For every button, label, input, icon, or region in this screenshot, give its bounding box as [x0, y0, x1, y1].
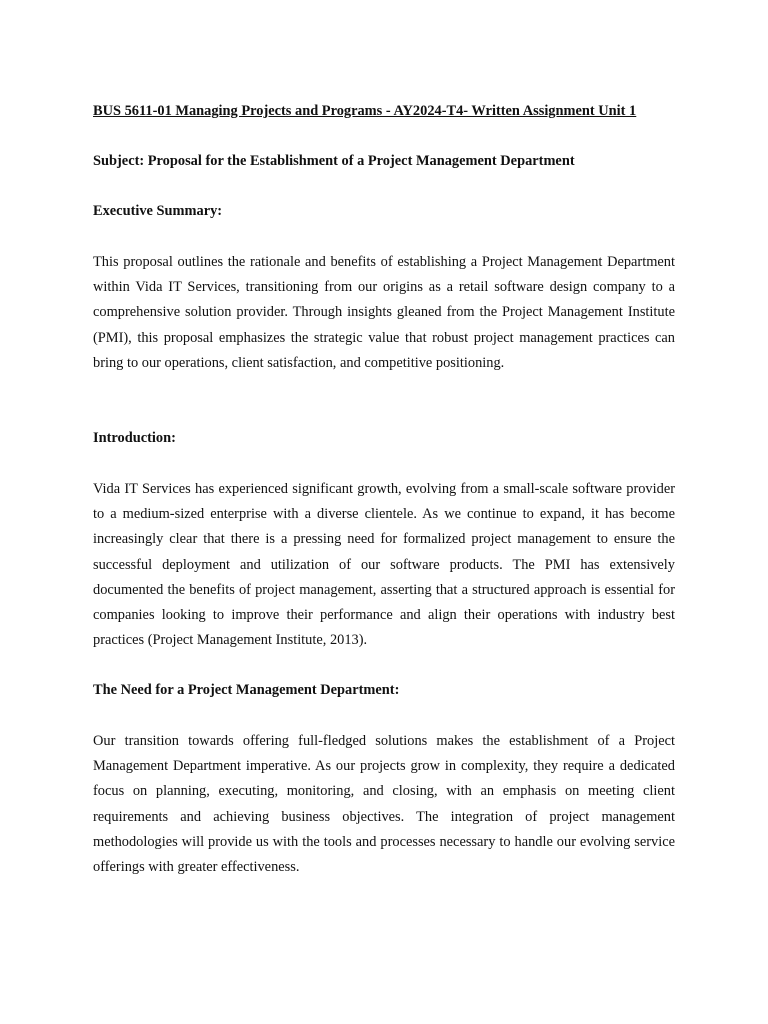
section-heading-need-for-department: The Need for a Project Management Department: [93, 682, 400, 698]
section-heading-executive-summary: Executive Summary: [93, 203, 223, 219]
section-heading-introduction: Introduction: [93, 430, 176, 446]
section-body-executive-summary: This proposal outlines the rationale and benefits of establishing a Project Management Department within Vida IT Services, transitioning from our origins as a retail software design company to a comprehensive solution provider. Through insights gleaned from the Project Management Institute (PMI), this proposal emphasizes the strategic value that robust project management practices can bring to our operations, client satisfaction, and competitive positioning. [93, 254, 675, 371]
course-title: BUS 5611-01 Managing Projects and Programs - AY2024-T4- Written Assignment Unit 1 [93, 103, 637, 119]
section-body-introduction: Vida IT Services has experienced significant growth, evolving from a small-scale software provider to a medium-sized enterprise with a diverse clientele. As we continue to expand, it has become increasingly clear that there is a pressing need for formalized project management to ensure the successful deployment and utilization of our software products. The PMI has extensively documented the benefits of project management, asserting that a structured approach is essential for companies looking to improve their performance and align their operations with industry best practices (Project Management Institute, 2013). [93, 481, 675, 649]
section-body-need-for-department: Our transition towards offering full-fledged solutions makes the establishment of a Project Management Department imperative. As our projects grow in complexity, they require a dedicated focus on planning, executing, monitoring, and closing, with an emphasis on meeting client requirements and achieving business objectives. The integration of project management methodologies will provide us with the tools and processes necessary to handle our evolving service offerings with greater effectiveness. [93, 733, 675, 876]
subject-line: Subject: Proposal for the Establishment of a Project Management Department [93, 153, 575, 169]
